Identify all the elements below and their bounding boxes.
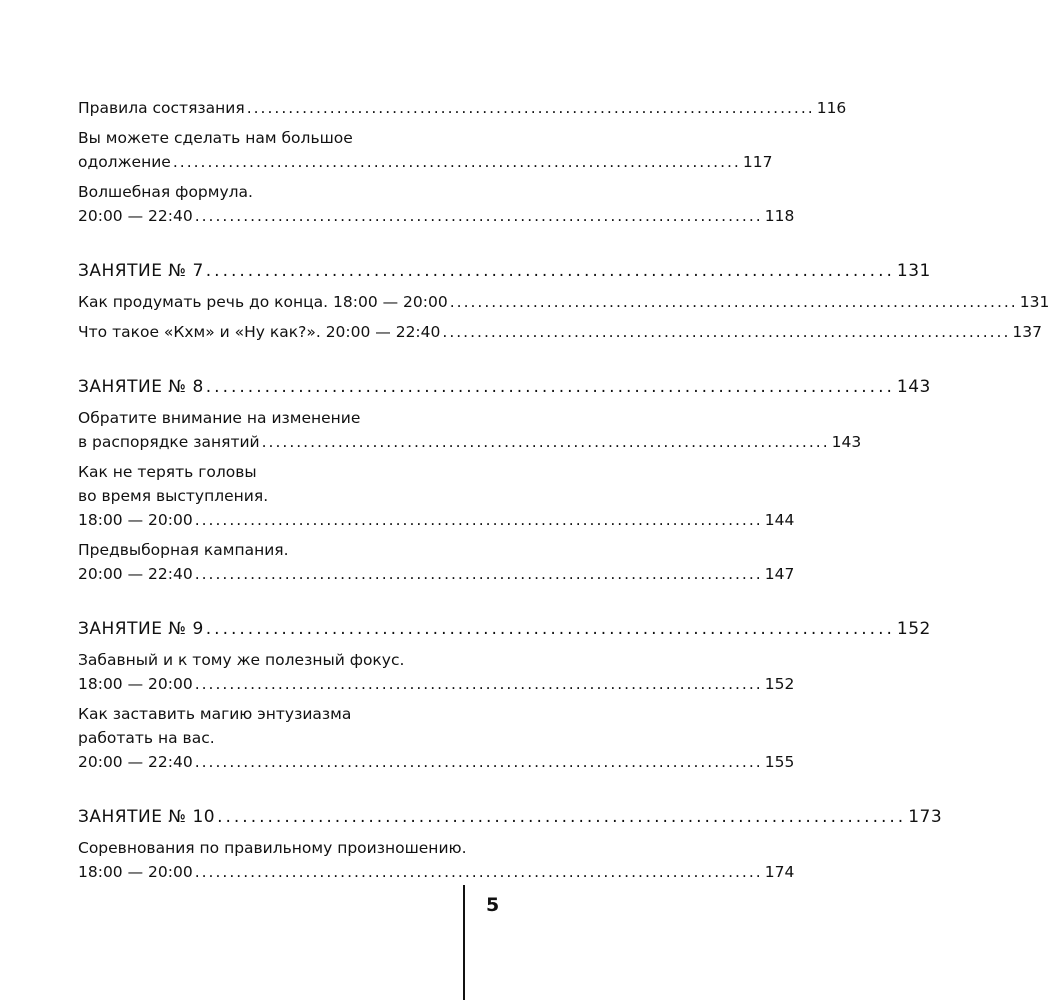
leader-dots: .................................................................................. [194,511,763,529]
leader-dots: .................................................................................. [246,99,815,117]
chapter-heading-row [78,804,943,830]
toc-entry-row [78,320,1042,344]
leader-dots: .................................................................................. [205,261,895,281]
toc-entry-title-line: работать на вас. [78,729,215,747]
toc-entry-title-line: Волшебная формула. [78,183,253,201]
toc-entry-title: Как продумать речь до конца. 18:00 — 20:00 [78,293,448,311]
toc-entry-page: 147 [764,565,795,583]
toc-entry [78,836,795,884]
toc-entry [78,290,1049,314]
leader-dots: .................................................................................. [194,863,763,881]
toc-entry-page: 174 [764,863,795,881]
toc-entry-title-line: Как заставить магию энтузиазма [78,705,352,723]
toc-entry-title: Правила состязания [78,99,245,117]
leader-dots: .................................................................................. [261,433,830,451]
toc-entry-title-line: Соревнования по правильному произношению. [78,839,467,857]
toc-entry-row [78,562,795,586]
toc-entry [78,702,795,774]
chapter-page: 131 [896,261,931,281]
toc-entry-page: 118 [764,207,795,225]
toc-entry-row [78,150,773,174]
toc-entry-row [78,290,1049,314]
toc-entry-title: одолжение [78,153,171,171]
leader-dots: .................................................................................. [194,207,763,225]
leader-dots: .................................................................................. [194,565,763,583]
page-number: 5 [486,894,500,916]
chapter-title: ЗАНЯТИЕ № 10 [78,807,216,827]
toc-entry-title: 20:00 — 22:40 [78,565,193,583]
chapter-page: 152 [896,619,931,639]
chapter-title: ЗАНЯТИЕ № 9 [78,619,204,639]
toc-entry-title: 20:00 — 22:40 [78,753,193,771]
chapter-title: ЗАНЯТИЕ № 7 [78,261,204,281]
chapter-heading-row [78,258,931,284]
leader-dots: .................................................................................. [194,675,763,693]
toc-entry-row [78,750,795,774]
toc-entry [78,96,847,120]
toc-chapter-9 [78,616,931,774]
leader-dots: .................................................................................. [449,293,1018,311]
toc-entry [78,320,1042,344]
toc-entry-title-line: Обратите внимание на изменение [78,409,361,427]
toc-entry-page: 137 [1012,323,1042,341]
toc-entry-page: 144 [764,511,795,529]
toc-entry [78,648,795,696]
toc-entry-row [78,508,795,532]
toc-entry-title: 18:00 — 20:00 [78,511,193,529]
toc-entry-row [78,672,795,696]
toc-entry [78,406,862,454]
leader-dots: .................................................................................. [172,153,741,171]
toc-chapter-10 [78,804,943,884]
toc-entry-row [78,860,795,884]
margin-rule [463,885,465,1000]
toc-entry-title-line: во время выступления. [78,487,269,505]
toc-entry-title-line: Вы можете сделать нам большое [78,129,353,147]
leader-dots: .................................................................................. [217,807,907,827]
toc-entry-page: 152 [764,675,795,693]
toc-entry-page: 131 [1019,293,1049,311]
toc-chapter-7 [78,258,1049,344]
leader-dots: .................................................................................. [442,323,1011,341]
toc-entry-page: 116 [816,99,847,117]
toc-entry-page: 155 [764,753,795,771]
toc-entry [78,180,795,228]
leader-dots: .................................................................................. [205,619,895,639]
toc-entry-row [78,96,847,120]
chapter-heading-row [78,616,931,642]
toc-entry-title: 18:00 — 20:00 [78,863,193,881]
toc-entry [78,460,795,532]
toc-entry-title-line: Как не терять головы [78,463,257,481]
chapter-page: 143 [896,377,931,397]
toc-entry [78,126,773,174]
leader-dots: .................................................................................. [205,377,895,397]
toc-entry-page: 117 [742,153,773,171]
chapter-page: 173 [908,807,943,827]
toc-entry-title: 20:00 — 22:40 [78,207,193,225]
table-of-contents [78,96,1049,890]
toc-entry-title-line: Забавный и к тому же полезный фокус. [78,651,405,669]
chapter-heading-row [78,374,931,400]
toc-entry-title-line: Предвыборная кампания. [78,541,289,559]
toc-entry-title: 18:00 — 20:00 [78,675,193,693]
toc-entry-title: в распорядке занятий [78,433,260,451]
toc-entry-row [78,204,795,228]
toc-entry-row [78,430,862,454]
toc-entry-page: 143 [831,433,862,451]
toc-entry-title: Что такое «Кхм» и «Ну как?». 20:00 — 22:40 [78,323,441,341]
chapter-title: ЗАНЯТИЕ № 8 [78,377,204,397]
toc-section-continued [78,96,847,228]
toc-chapter-8 [78,374,931,586]
leader-dots: .................................................................................. [194,753,763,771]
toc-entry [78,538,795,586]
